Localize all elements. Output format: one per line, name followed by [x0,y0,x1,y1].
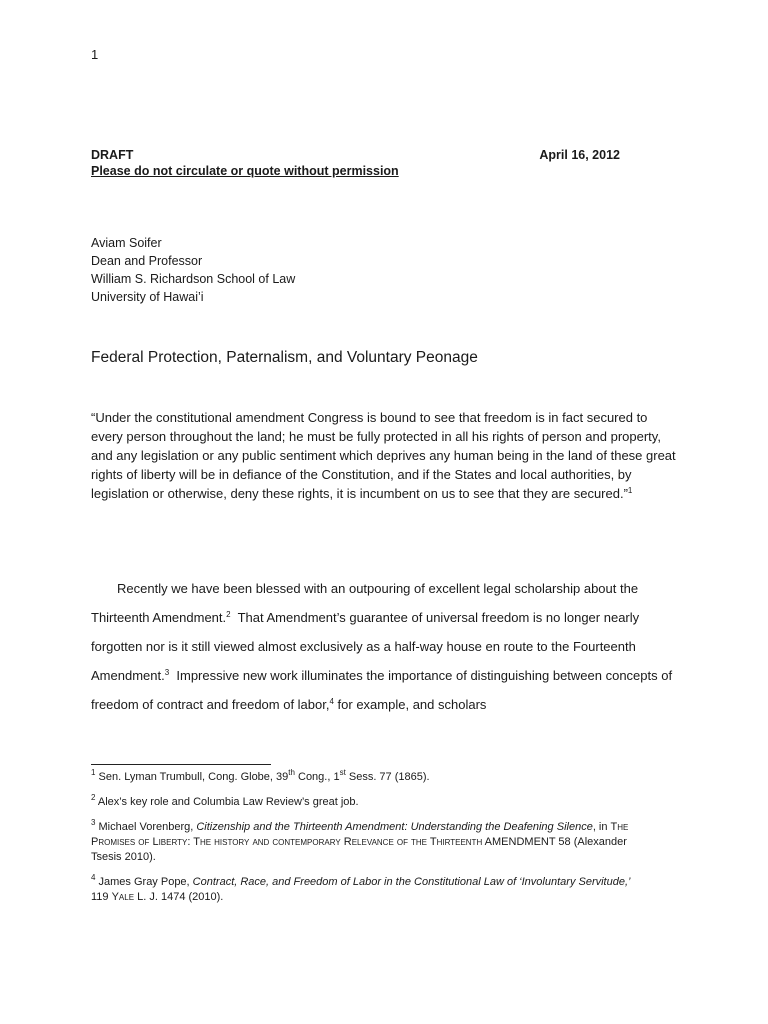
epigraph [91,408,681,503]
footnote-2-number: 2 [91,793,96,802]
author-school: William S. Richardson School of Law [91,272,296,286]
footnotes [91,770,651,915]
footnote-3-tail: AMENDMENT 58 (Alexander Tsesis 2010). [91,836,627,863]
page-number: 1 [91,47,99,62]
footnote-3-work: Citizenship and the Thirteenth Amendment: Understanding the Deafening Silence [196,821,593,833]
footnote-3 [91,820,651,865]
body-sentence-2: That Amendment’s guarantee of universal freedom is no longer nearly forgotten nor is it still viewed almost exclusively as a half-way house en route to the Fourteenth Amendment. [91,610,640,683]
footnote-1 [91,770,651,785]
footnote-2-text: Alex’s key role and Columbia Law Review’s great job. [97,796,359,808]
footnote-4-cite: L. J. 1474 (2010). [134,891,224,903]
footnote-ref-3[interactable]: 3 [164,668,170,677]
footnote-4-journal: Yale [111,891,135,903]
footnote-3-mid: , in [592,821,611,833]
body-sentence-3: Impressive new work illuminates the importance of distinguishing between concepts of freedom of contract and freedom of labor, [91,668,673,712]
footnote-4-work: Contract, Race, and Freedom of Labor in the Constitutional Law of ‘Involuntary Servitude,’ [192,876,631,888]
footnote-ref-4[interactable]: 4 [329,697,334,706]
body-sentence-1: Recently we have been blessed with an outpouring of excellent legal scholarship about the Thirteenth Amendment. [91,581,639,625]
author-university: University of Hawai’i [91,290,204,304]
footnote-separator [91,764,271,765]
footnote-4 [91,875,651,905]
draft-date: April 16, 2012 [539,148,620,162]
author-block [91,234,295,306]
footnote-ref-2[interactable]: 2 [226,610,231,619]
body-sentence-4: for example, and scholars [337,697,487,712]
footnote-1-sup-b: st [339,768,346,777]
footnote-2 [91,795,651,810]
footnote-3-book: The Promises of Liberty: The history and contemporary Relevance of the Thirteenth [91,821,629,848]
footnote-1-text-c: Sess. 77 (1865). [345,771,430,783]
epigraph-text: “Under the constitutional amendment Congress is bound to see that freedom is in fact secured to every person throughout the land; he must be fully protected in all his rights of person and property, and any legislation or any public sentiment which deprives any human being in the land of these great rights of liberty will be in defiance of the Constitution, and if the States and local authorities, by legislation or otherwise, deny these rights, it is incumbent on us to see that they are secured.” [91,410,676,501]
footnote-ref-1[interactable]: 1 [627,486,633,495]
author-name: Aviam Soifer [91,236,162,250]
footnote-1-number: 1 [91,768,96,777]
draft-label: DRAFT [91,148,134,162]
footnote-1-text-b: Cong., 1 [294,771,340,783]
footnote-4-number: 4 [91,873,96,882]
circulation-notice: Please do not circulate or quote without permission [91,164,399,178]
footnote-4-volume: 119 [91,891,112,903]
article-title: Federal Protection, Paternalism, and Voluntary Peonage [91,349,478,366]
footnote-4-author: James Gray Pope, [98,876,193,888]
author-title: Dean and Professor [91,254,203,268]
footnote-3-number: 3 [91,818,96,827]
footnote-3-author: Michael Vorenberg, [98,821,197,833]
body-paragraph [91,574,681,719]
footnote-1-text-a: Sen. Lyman Trumbull, Cong. Globe, 39 [98,771,289,783]
footnote-1-sup-a: th [288,768,295,777]
